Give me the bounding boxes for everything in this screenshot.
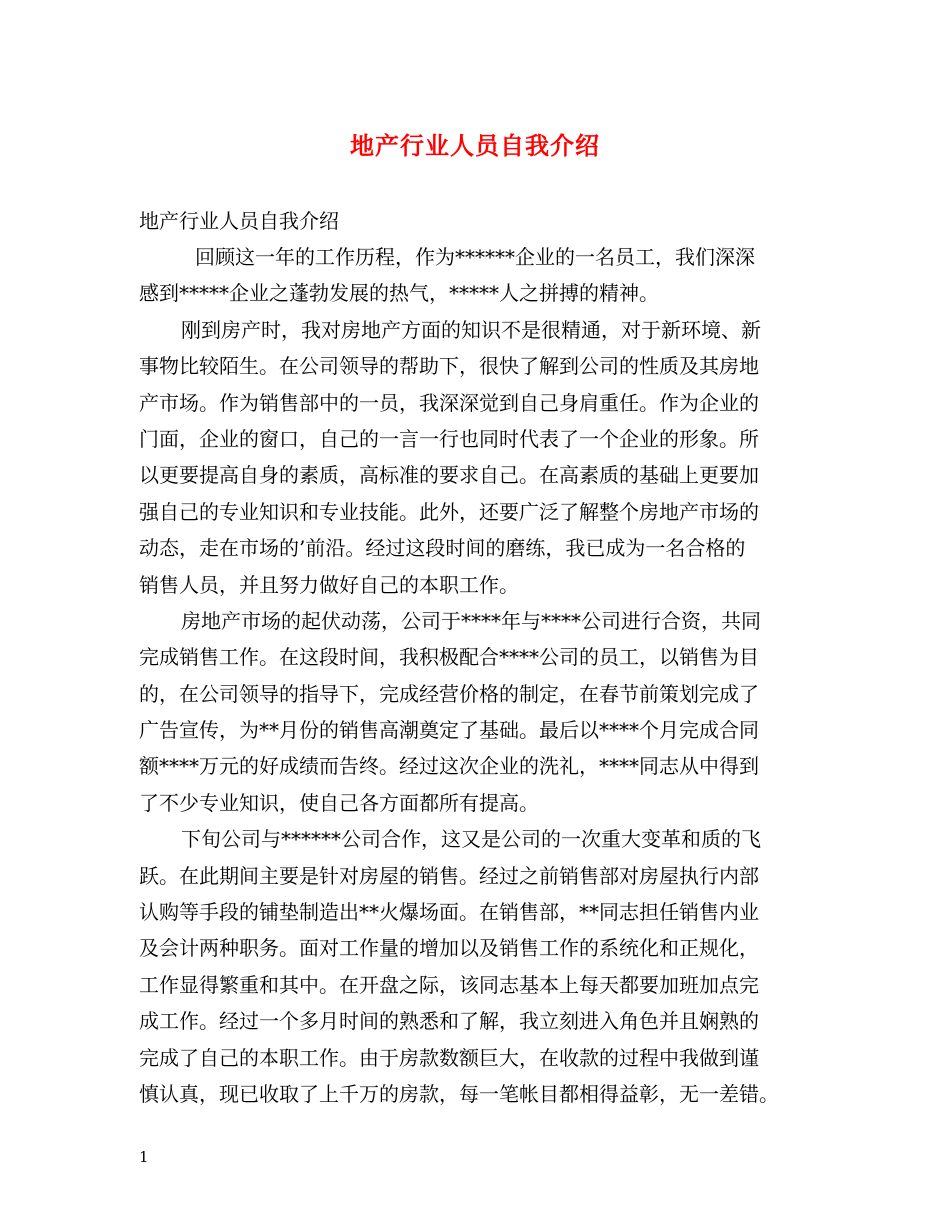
paragraph-4	[139, 821, 819, 1112]
paragraph-line: 强自己的专业知识和专业技能。此外，还要广泛了解整个房地产市场的	[139, 499, 759, 524]
document-body	[139, 239, 819, 1112]
paragraph-line: 的，在公司领导的指导下，完成经营价格的制定，在春节前策划完成了	[139, 681, 759, 706]
paragraph-line: 产市场。作为销售部中的一员，我深深觉到自己身肩重任。作为企业的	[139, 390, 759, 415]
paragraph-line: 房地产市场的起伏动荡，公司于****年与****公司进行合资，共同	[181, 608, 761, 633]
paragraph-line: 以更要提高自身的素质，高标准的要求自己。在高素质的基础上更要加	[139, 463, 759, 488]
document-title: 地产行业人员自我介绍	[350, 131, 600, 160]
paragraph-line: 感到*****企业之蓬勃发展的热气，*****人之拼搏的精神。	[139, 281, 659, 306]
paragraph-line: 额****万元的好成绩而告终。经过这次企业的洗礼，****同志从中得到	[139, 754, 759, 779]
paragraph-line: 回顾这一年的工作历程，作为******企业的一名员工，我们深深	[195, 245, 755, 269]
document-subtitle: 地产行业人员自我介绍	[139, 209, 339, 233]
paragraph-3	[139, 603, 819, 821]
page-number: 1	[139, 1148, 149, 1166]
paragraph-1	[139, 239, 819, 312]
paragraph-line: 认购等手段的铺垫制造出**火爆场面。在销售部，**同志担任销售内业	[139, 900, 759, 925]
paragraph-line: 动态，走在市场的’前沿。经过这段时间的磨练，我已成为一名合格的	[139, 536, 746, 561]
paragraph-line: 事物比较陌生。在公司领导的帮助下，很快了解到公司的性质及其房地	[139, 354, 759, 379]
paragraph-line: 销售人员，并且努力做好自己的本职工作。	[139, 572, 519, 597]
paragraph-line: 工作显得繁重和其中。在开盘之际，该同志基本上每天都要加班加点完	[139, 972, 759, 997]
paragraph-2	[139, 312, 819, 603]
paragraph-line: 刚到房产时，我对房地产方面的知识不是很精通，对于新环境、新	[181, 317, 761, 342]
paragraph-line: 成工作。经过一个多月时间的熟悉和了解，我立刻进入角色并且娴熟的	[139, 1009, 759, 1034]
paragraph-line: 门面，企业的窗口，自己的一言一行也同时代表了一个企业的形象。所	[139, 426, 759, 451]
paragraph-line: 完成销售工作。在这段时间，我积极配合****公司的员工，以销售为目	[139, 645, 759, 670]
paragraph-line: 了不少专业知识，使自己各方面都所有提高。	[139, 790, 539, 815]
paragraph-line: 广告宣传，为**月份的销售高潮奠定了基础。最后以****个月完成合同	[139, 718, 759, 743]
paragraph-line: 下旬公司与******公司合作，这又是公司的一次重大变革和质的飞	[181, 827, 761, 852]
paragraph-line: 跃。在此期间主要是针对房屋的销售。经过之前销售部对房屋执行内部	[139, 863, 759, 888]
paragraph-line: 及会计两种职务。面对工作量的增加以及销售工作的系统化和正规化，	[139, 936, 759, 961]
paragraph-line: 完成了自己的本职工作。由于房款数额巨大，在收款的过程中我做到谨	[139, 1045, 759, 1070]
paragraph-line: 慎认真，现已收取了上千万的房款，每一笔帐目都相得益彰，无一差错。	[139, 1081, 779, 1106]
